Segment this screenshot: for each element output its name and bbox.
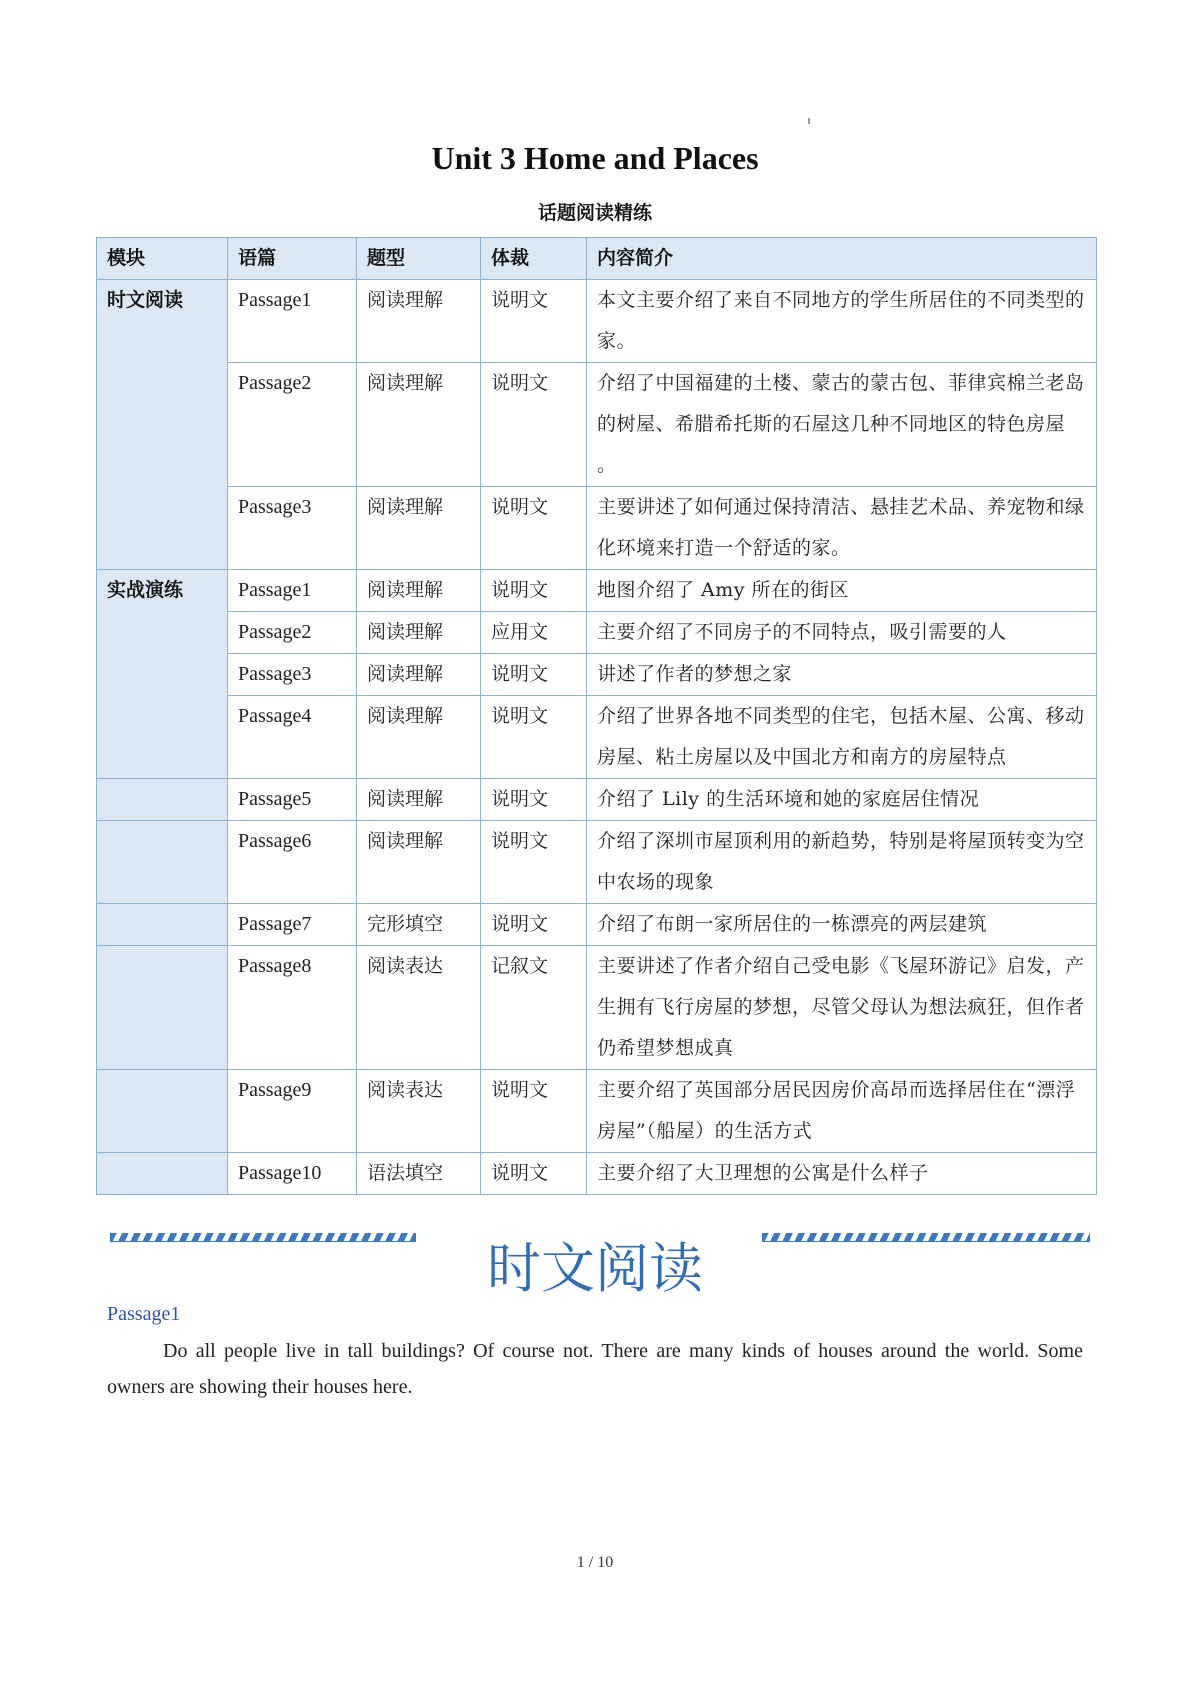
type-cell: 阅读理解 <box>357 280 481 363</box>
passage-cell: Passage1 <box>228 570 357 612</box>
passage-cell: Passage4 <box>228 696 357 779</box>
genre-cell: 说明文 <box>481 696 587 779</box>
passage-cell: Passage2 <box>228 612 357 654</box>
module-cell <box>97 821 228 904</box>
passage-cell: Passage1 <box>228 280 357 363</box>
table-header-row <box>97 238 1097 280</box>
table-row <box>97 821 1097 904</box>
type-cell: 阅读理解 <box>357 654 481 696</box>
passage-cell: Passage6 <box>228 821 357 904</box>
type-cell: 阅读表达 <box>357 1070 481 1153</box>
module-cell: 实战演练 <box>97 570 228 779</box>
module-cell <box>97 1070 228 1153</box>
genre-cell: 说明文 <box>481 904 587 946</box>
passage-cell: Passage2 <box>228 363 357 487</box>
passage-cell: Passage10 <box>228 1153 357 1195</box>
table-row <box>97 570 1097 612</box>
summary-cell: 介绍了 Lily 的生活环境和她的家庭居住情况 <box>587 779 1097 821</box>
type-cell: 阅读理解 <box>357 363 481 487</box>
document-title: Unit 3 Home and Places <box>431 140 759 176</box>
table-row <box>97 696 1097 779</box>
scan-mark <box>808 118 810 124</box>
table-row <box>97 280 1097 363</box>
table-row <box>97 946 1097 1070</box>
section-heading: 时文阅读 <box>487 1237 703 1300</box>
type-cell: 完形填空 <box>357 904 481 946</box>
summary-cell: 主要介绍了大卫理想的公寓是什么样子 <box>587 1153 1097 1195</box>
passage-label: Passage1 <box>107 1303 181 1325</box>
module-cell <box>97 779 228 821</box>
table-row <box>97 1070 1097 1153</box>
passage-cell: Passage9 <box>228 1070 357 1153</box>
summary-cell: 主要介绍了不同房子的不同特点，吸引需要的人 <box>587 612 1097 654</box>
column-header-genre: 体裁 <box>481 238 587 280</box>
genre-cell: 说明文 <box>481 1153 587 1195</box>
table-row <box>97 363 1097 487</box>
table-row <box>97 487 1097 570</box>
summary-cell: 主要讲述了作者介绍自己受电影《飞屋环游记》启发，产生拥有飞行房屋的梦想，尽管父母认为想法疯狂，但作者仍希望梦想成真 <box>587 946 1097 1070</box>
summary-cell: 主要讲述了如何通过保持清洁、悬挂艺术品、养宠物和绿化环境来打造一个舒适的家。 <box>587 487 1097 570</box>
summary-cell: 主要介绍了英国部分居民因房价高昂而选择居住在“漂浮房屋”（船屋）的生活方式 <box>587 1070 1097 1153</box>
type-cell: 阅读理解 <box>357 821 481 904</box>
table-row <box>97 1153 1097 1195</box>
overview-table <box>96 237 1097 1195</box>
type-cell: 阅读理解 <box>357 779 481 821</box>
column-header-passage: 语篇 <box>228 238 357 280</box>
summary-cell: 介绍了布朗一家所居住的一栋漂亮的两层建筑 <box>587 904 1097 946</box>
table-row <box>97 779 1097 821</box>
module-cell <box>97 904 228 946</box>
column-header-summary: 内容简介 <box>587 238 1097 280</box>
type-cell: 阅读表达 <box>357 946 481 1070</box>
table-row <box>97 612 1097 654</box>
genre-cell: 说明文 <box>481 280 587 363</box>
genre-cell: 记叙文 <box>481 946 587 1070</box>
genre-cell: 说明文 <box>481 821 587 904</box>
column-header-type: 题型 <box>357 238 481 280</box>
passage-cell: Passage8 <box>228 946 357 1070</box>
genre-cell: 说明文 <box>481 570 587 612</box>
summary-cell: 本文主要介绍了来自不同地方的学生所居住的不同类型的家。 <box>587 280 1097 363</box>
genre-cell: 说明文 <box>481 363 587 487</box>
passage-cell: Passage3 <box>228 654 357 696</box>
summary-cell: 介绍了中国福建的土楼、蒙古的蒙古包、菲律宾棉兰老岛的树屋、希腊希托斯的石屋这几种不同地区的特色房屋 。 <box>587 363 1097 487</box>
summary-cell: 介绍了深圳市屋顶利用的新趋势，特别是将屋顶转变为空中农场的现象 <box>587 821 1097 904</box>
type-cell: 阅读理解 <box>357 696 481 779</box>
module-cell <box>97 946 228 1070</box>
genre-cell: 应用文 <box>481 612 587 654</box>
table-row <box>97 904 1097 946</box>
type-cell: 阅读理解 <box>357 487 481 570</box>
summary-cell: 地图介绍了 Amy 所在的街区 <box>587 570 1097 612</box>
passage-paragraph: Do all people live in tall buildings? Of course not. There are many kinds of houses around the world. Some owners are showing their houses here. <box>107 1340 1083 1398</box>
module-cell <box>97 1153 228 1195</box>
genre-cell: 说明文 <box>481 779 587 821</box>
genre-cell: 说明文 <box>481 487 587 570</box>
passage-cell: Passage7 <box>228 904 357 946</box>
module-cell: 时文阅读 <box>97 280 228 570</box>
passage-cell: Passage5 <box>228 779 357 821</box>
type-cell: 阅读理解 <box>357 612 481 654</box>
genre-cell: 说明文 <box>481 654 587 696</box>
type-cell: 语法填空 <box>357 1153 481 1195</box>
column-header-module: 模块 <box>97 238 228 280</box>
table-row <box>97 654 1097 696</box>
passage-cell: Passage3 <box>228 487 357 570</box>
document-subtitle: 话题阅读精练 <box>537 202 652 224</box>
page-number: 1 / 10 <box>576 1554 614 1571</box>
type-cell: 阅读理解 <box>357 570 481 612</box>
summary-cell: 介绍了世界各地不同类型的住宅，包括木屋、公寓、移动房屋、粘土房屋以及中国北方和南方的房屋特点 <box>587 696 1097 779</box>
genre-cell: 说明文 <box>481 1070 587 1153</box>
summary-cell: 讲述了作者的梦想之家 <box>587 654 1097 696</box>
